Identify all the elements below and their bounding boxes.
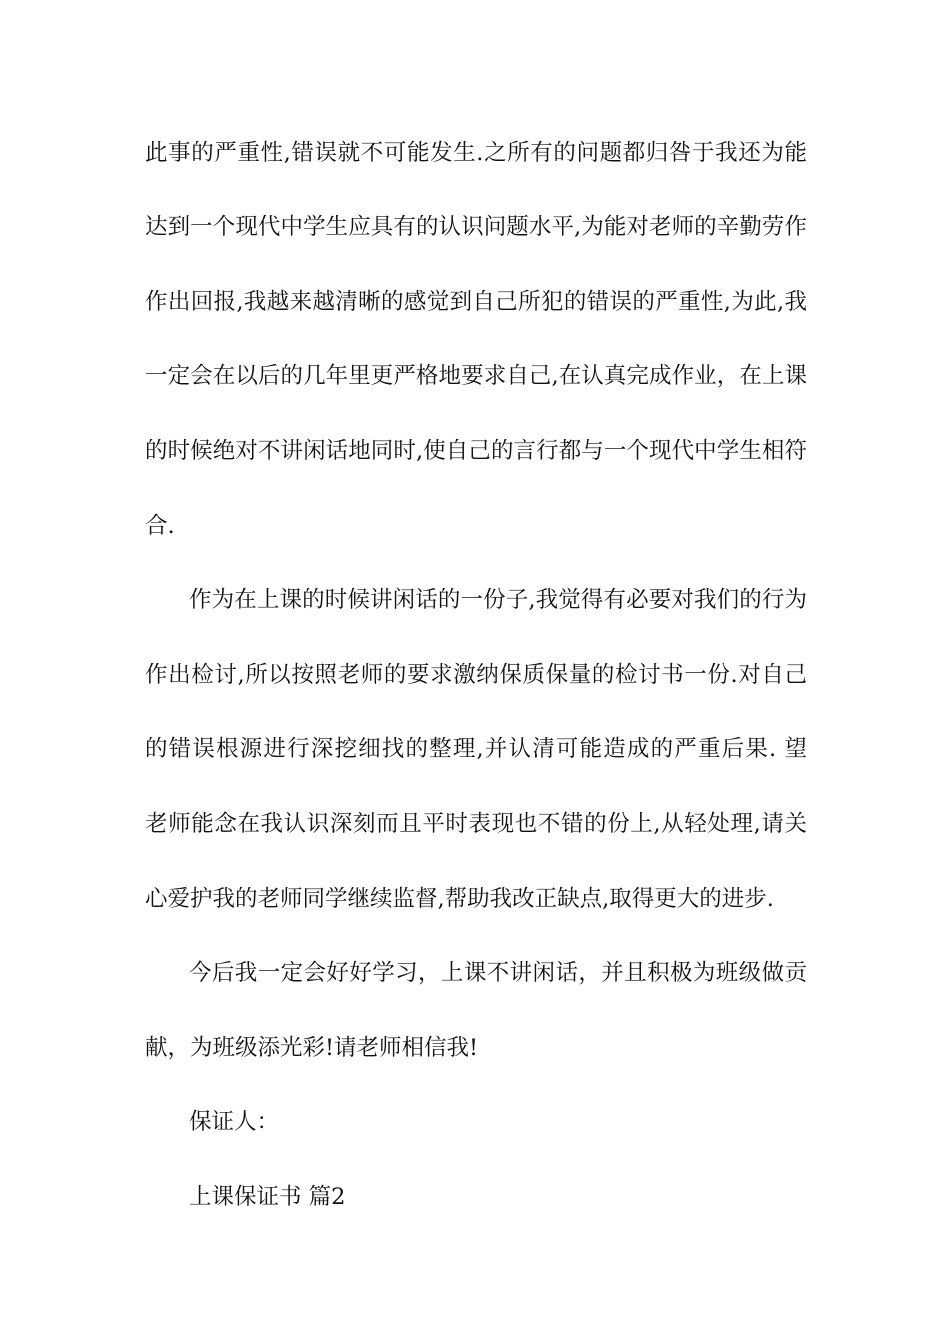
text-line: 心爱护我的老师同学继续监督,帮助我改正缺点,取得更大的进步. <box>145 886 774 912</box>
text-line: 作为在上课的时候讲闲话的一份子,我觉得有必要对我们的行为 <box>189 587 807 613</box>
text-line: 作出检讨,所以按照老师的要求激纳保质保量的检讨书一份.对自己 <box>145 662 807 688</box>
text-line: 的时候绝对不讲闲话地同时,使自己的言行都与一个现代中学生相符 <box>145 438 807 464</box>
text-line: 一定会在以后的几年里更严格地要求自己,在认真完成作业，在上课 <box>145 363 807 389</box>
signature-label: 保证人： <box>189 1109 280 1135</box>
text-line: 献，为班级添光彩!请老师相信我! <box>145 1035 479 1061</box>
section-heading: 上课保证书 篇2 <box>189 1184 346 1210</box>
text-line: 今后我一定会好好学习，上课不讲闲话，并且积极为班级做贡 <box>189 960 807 986</box>
text-line: 的错误根源进行深挖细找的整理,并认清可能造成的严重后果. 望 <box>145 736 807 762</box>
text-line: 达到一个现代中学生应具有的认识问题水平,为能对老师的辛勤劳作 <box>145 214 807 240</box>
text-line: 老师能念在我认识深刻而且平时表现也不错的份上,从轻处理,请关 <box>145 811 807 837</box>
text-line: 此事的严重性,错误就不可能发生.之所有的问题都归咎于我还为能 <box>145 140 807 166</box>
text-line: 合. <box>145 513 175 539</box>
text-line: 作出回报,我越来越清晰的感觉到自己所犯的错误的严重性,为此,我 <box>145 289 807 315</box>
